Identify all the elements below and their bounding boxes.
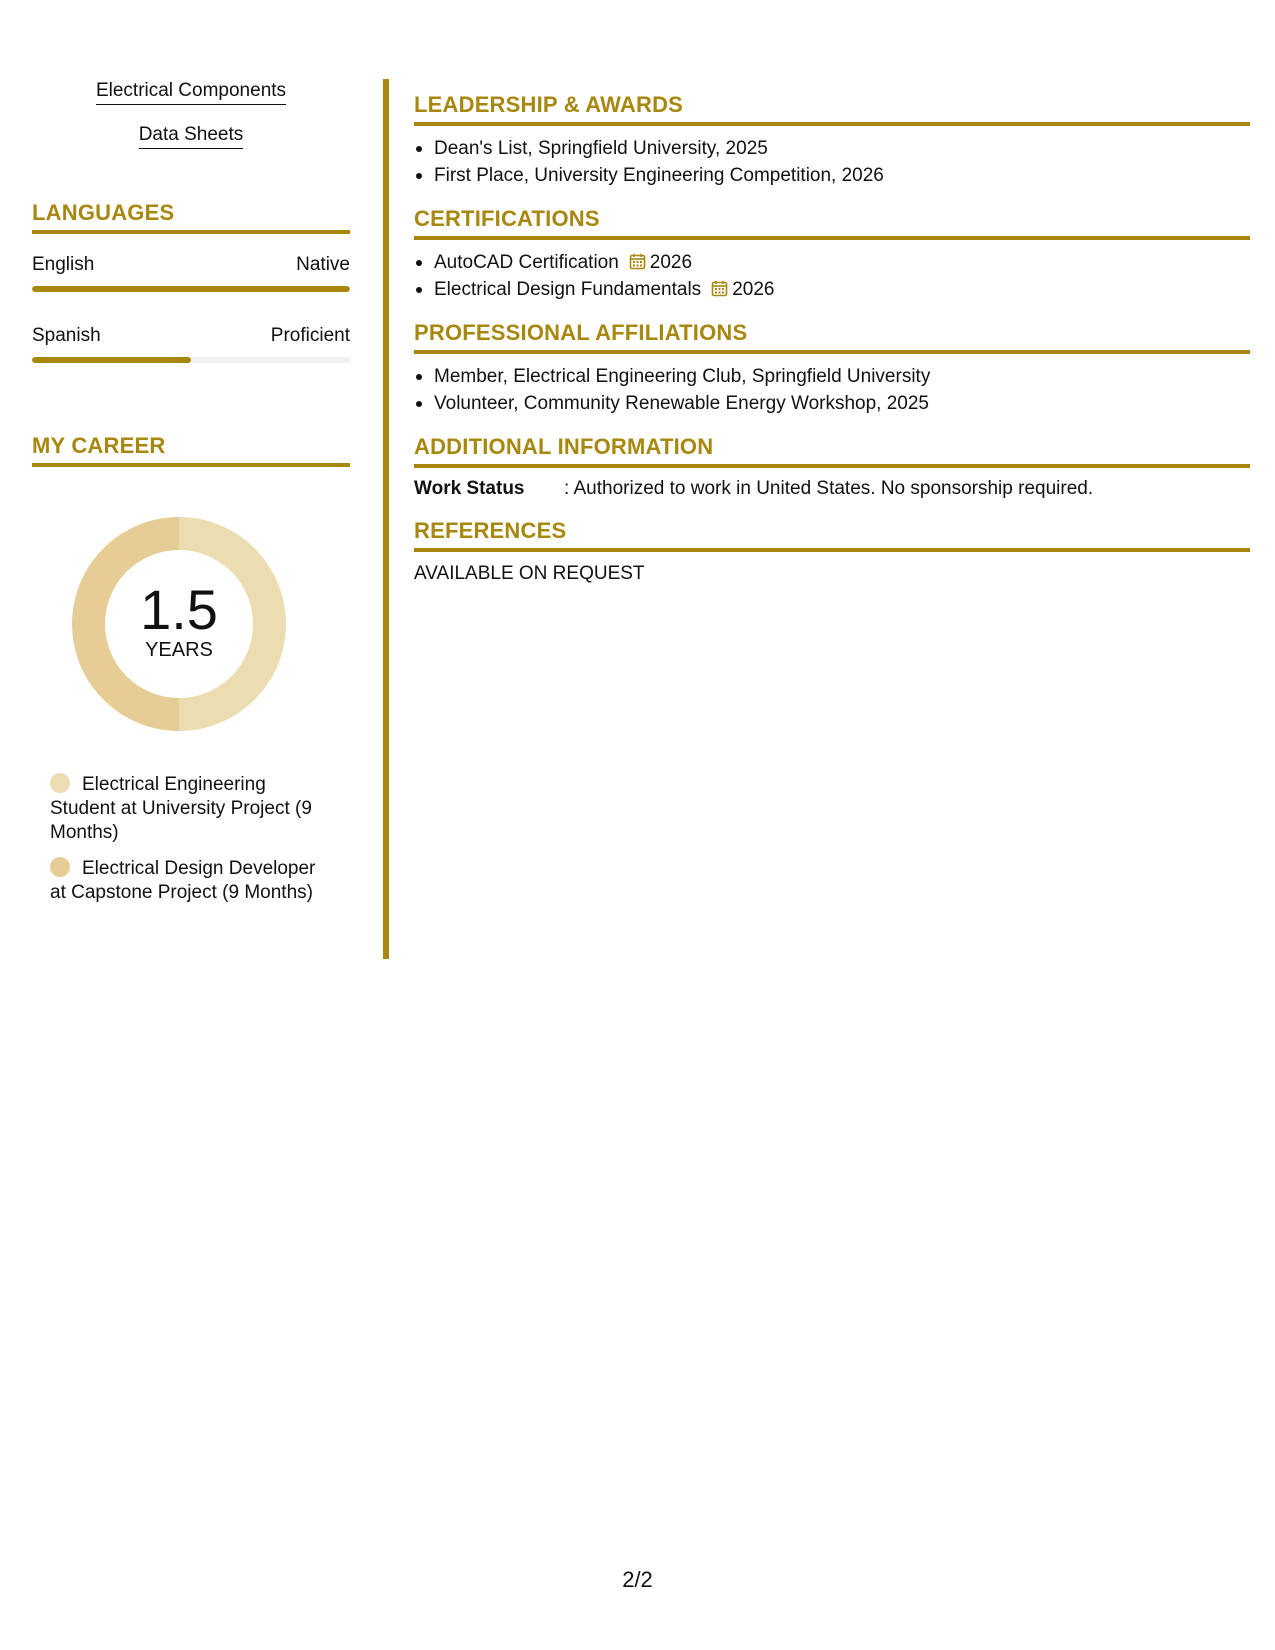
career-legend-label: Electrical Design Developer at Capstone Project (9 Months) xyxy=(50,858,316,903)
career-total-years: 1.5 xyxy=(140,578,218,641)
list-item: Volunteer, Community Renewable Energy Workshop, 2025 xyxy=(414,390,1250,417)
career-legend-label: Electrical Engineering Student at University Project (9 Months) xyxy=(50,774,312,843)
certification-name: Electrical Design Fundamentals xyxy=(434,279,702,300)
legend-dot xyxy=(50,773,70,793)
work-status-value: : Authorized to work in United States. No sponsorship required. xyxy=(564,478,1094,499)
references-heading: REFERENCES xyxy=(414,518,1250,552)
languages-heading: LANGUAGES xyxy=(32,200,350,234)
work-status-row xyxy=(414,477,1250,501)
references-text: AVAILABLE ON REQUEST xyxy=(414,563,645,584)
column-divider xyxy=(383,79,389,959)
affiliations-heading: PROFESSIONAL AFFILIATIONS xyxy=(414,320,1250,354)
language-level: Proficient xyxy=(270,325,350,346)
list-item xyxy=(414,276,1250,303)
language-proficiency-fill xyxy=(32,286,350,292)
language-proficiency-fill xyxy=(32,357,191,363)
affiliations-section xyxy=(414,320,1250,417)
language-name: Spanish xyxy=(32,325,101,346)
list-item: Dean's List, Springfield University, 2025 xyxy=(414,135,1250,162)
calendar-icon xyxy=(711,280,728,297)
page-number: 2/2 xyxy=(622,1567,653,1592)
leadership-section xyxy=(414,92,1250,189)
certifications-heading: CERTIFICATIONS xyxy=(414,206,1250,240)
certifications-section xyxy=(414,206,1250,303)
language-item xyxy=(32,254,350,292)
additional-info-section xyxy=(414,434,1250,501)
language-item xyxy=(32,325,350,363)
legend-dot xyxy=(50,857,70,877)
left-column xyxy=(32,80,350,905)
leadership-heading: LEADERSHIP & AWARDS xyxy=(414,92,1250,126)
career-legend-item xyxy=(50,857,320,905)
skill-link-data-sheets[interactable]: Data Sheets xyxy=(139,124,244,149)
list-item: Member, Electrical Engineering Club, Springfield University xyxy=(414,363,1250,390)
skill-link-electrical-components[interactable]: Electrical Components xyxy=(96,80,286,105)
career-legend-item xyxy=(50,773,320,845)
certification-year: 2026 xyxy=(649,252,693,273)
list-item: First Place, University Engineering Competition, 2026 xyxy=(414,162,1250,189)
career-donut-chart xyxy=(66,511,292,737)
language-level: Native xyxy=(296,254,350,275)
career-heading: MY CAREER xyxy=(32,433,350,467)
certification-year: 2026 xyxy=(732,279,775,300)
work-status-label: Work Status xyxy=(414,478,525,499)
language-proficiency-bar xyxy=(32,286,350,292)
references-section xyxy=(414,518,1250,586)
certification-name: AutoCAD Certification xyxy=(434,252,619,273)
right-column xyxy=(414,92,1250,586)
list-item xyxy=(414,249,1250,276)
calendar-icon xyxy=(629,253,646,270)
language-name: English xyxy=(32,254,95,275)
career-years-unit: YEARS xyxy=(145,639,213,661)
language-proficiency-bar xyxy=(32,357,350,363)
career-legend xyxy=(50,773,320,905)
additional-info-heading: ADDITIONAL INFORMATION xyxy=(414,434,1250,468)
